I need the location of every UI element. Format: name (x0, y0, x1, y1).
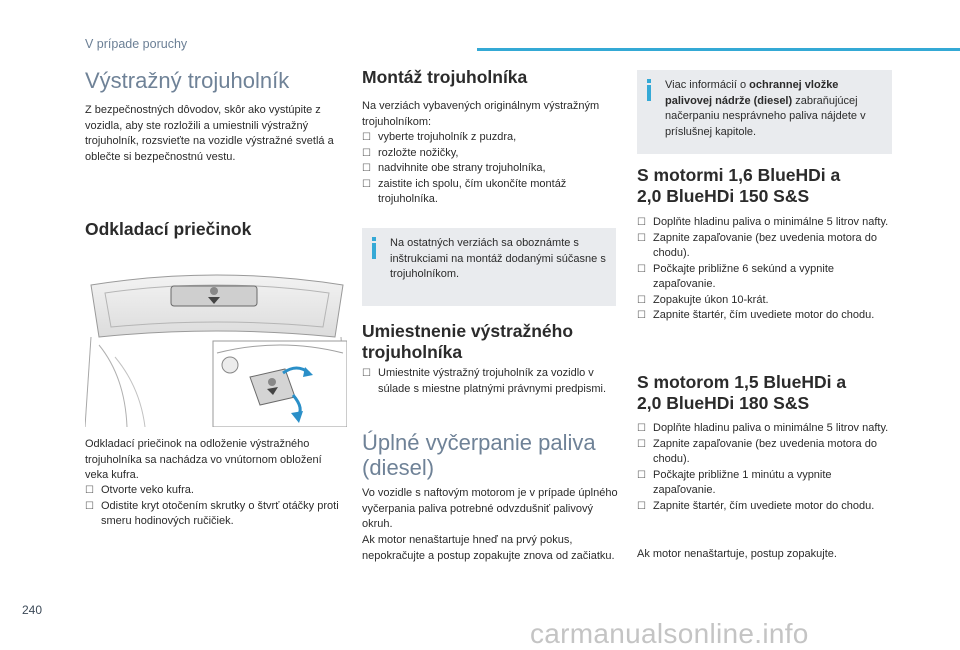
section-header: V prípade poruchy (85, 37, 188, 51)
assembly-note (362, 228, 616, 306)
fuel-insert-note-text: Viac informácií o ochrannej vložke palivovej nádrže (diesel) zabraňujúcej načerpaniu nesprávneho paliva nájdete v príslušnej kapitole. (665, 79, 866, 138)
info-icon (647, 79, 651, 101)
placement-heading: Umiestnenie výstražného trojuholníka (362, 321, 574, 362)
fuel-insert-note (637, 70, 892, 154)
list-item: ☐ Počkajte približne 6 sekúnd a vypnite zapaľovanie. (637, 262, 834, 290)
check-box-bullet-icon: ☐ (637, 469, 646, 481)
check-box-bullet-icon: ☐ (362, 368, 371, 379)
engine2-steps (637, 421, 892, 514)
placement-steps (362, 366, 616, 397)
list-item: ☐ Umiestnite výstražný trojuholník za vozidlo v súlade s miestne platnými právnymi predpismi. (362, 367, 607, 395)
info-icon (372, 237, 376, 259)
check-box-bullet-icon: ☐ (362, 163, 371, 174)
list-item: ☐ zaistite ich spolu, čím ukončíte montáž trojuholníka. (362, 177, 567, 205)
list-item: ☐ Zapnite štartér, čím uvediete motor do chodu. (637, 499, 892, 515)
warning-triangle-title: Výstražný trojuholník (85, 68, 290, 93)
list-item: ☐ Zapnite zapaľovanie (bez uvedenia motora do chodu). (637, 437, 877, 465)
check-box-bullet-icon: ☐ (637, 500, 646, 512)
list-item: ☐ Doplňte hladinu paliva o minimálne 5 litrov nafty. (637, 215, 892, 231)
check-box-bullet-icon: ☐ (637, 263, 646, 275)
check-box-bullet-icon: ☐ (85, 500, 94, 512)
check-box-bullet-icon: ☐ (637, 310, 646, 321)
assembly-note-text: Na ostatných verziách sa oboznámte s inštrukciami na montáž dodanými súčasne s trojuholníkom. (390, 237, 606, 280)
check-box-bullet-icon: ☐ (362, 132, 371, 143)
assembly-heading: Montáž trojuholníka (362, 67, 528, 87)
fuel-text-2: Ak motor nenaštartuje hneď na prvý pokus, nepokračujte a postup zopakujte znova od začiatku. (362, 534, 615, 562)
header-accent-bar (477, 48, 960, 51)
list-item: ☐ Zapnite zapaľovanie (bez uvedenia motora do chodu). (637, 231, 877, 259)
check-box-bullet-icon: ☐ (637, 438, 646, 450)
list-item: ☐ Odistite kryt otočením skrutky o štvrť otáčky proti smeru hodinových ručičiek. (85, 499, 339, 527)
engine2-footer: Ak motor nenaštartuje, postup zopakujte. (637, 548, 837, 560)
trunk-lid-drawing (85, 267, 347, 427)
engine2-heading: S motorom 1,5 BlueHDi a 2,0 BlueHDi 180 S&S (637, 372, 847, 413)
check-box-bullet-icon: ☐ (637, 294, 646, 306)
check-box-bullet-icon: ☐ (362, 147, 371, 159)
list-item: ☐ Zapnite štartér, čím uvediete motor do chodu. (637, 308, 892, 324)
fuel-title: Úplné vyčerpanie paliva (diesel) (362, 430, 596, 480)
check-box-bullet-icon: ☐ (637, 232, 646, 244)
storage-text: Odkladací priečinok na odloženie výstražného trojuholníka sa nachádza vo vnútornom obložení veka kufra. (85, 438, 322, 481)
storage-heading: Odkladací priečinok (85, 219, 252, 239)
list-item: ☐ nadvihnite obe strany trojuholníka, (362, 161, 616, 177)
assembly-steps (362, 130, 616, 208)
check-box-bullet-icon: ☐ (85, 485, 94, 496)
page-number: 240 (22, 603, 43, 617)
list-item: ☐ Zopakujte úkon 10-krát. (637, 293, 892, 309)
storage-steps (85, 483, 347, 530)
engine1-steps (637, 215, 892, 324)
list-item: ☐ Otvorte veko kufra. (85, 483, 347, 499)
fuel-text-1: Vo vozidle s naftovým motorom je v prípade úplného vyčerpania paliva potrebné odvzdušniť palivový okruh. (362, 487, 618, 530)
warning-triangle-intro: Z bezpečnostných dôvodov, skôr ako vystúpite z vozidla, aby ste rozložili a umiestnili výstražný trojuholník, rozsvieťte na vozidle výstražné svetlá a oblečte si bezpečnostnú vestu. (85, 104, 334, 163)
assembly-intro: Na verziách vybavených originálnym výstražným trojuholníkom: (362, 100, 600, 128)
engine1-heading: S motormi 1,6 BlueHDi a 2,0 BlueHDi 150 S&S (637, 165, 841, 206)
list-item: ☐ vyberte trojuholník z puzdra, (362, 130, 616, 146)
watermark: carmanualsonline.info (530, 618, 809, 649)
list-item: ☐ Doplňte hladinu paliva o minimálne 5 litrov nafty. (637, 421, 892, 437)
check-box-bullet-icon: ☐ (637, 217, 646, 228)
check-box-bullet-icon: ☐ (362, 178, 371, 190)
check-box-bullet-icon: ☐ (637, 423, 646, 434)
list-item: ☐ Počkajte približne 1 minútu a vypnite zapaľovanie. (637, 468, 832, 496)
list-item: ☐ rozložte nožičky, (362, 146, 616, 162)
trunk-illustration (85, 267, 347, 427)
